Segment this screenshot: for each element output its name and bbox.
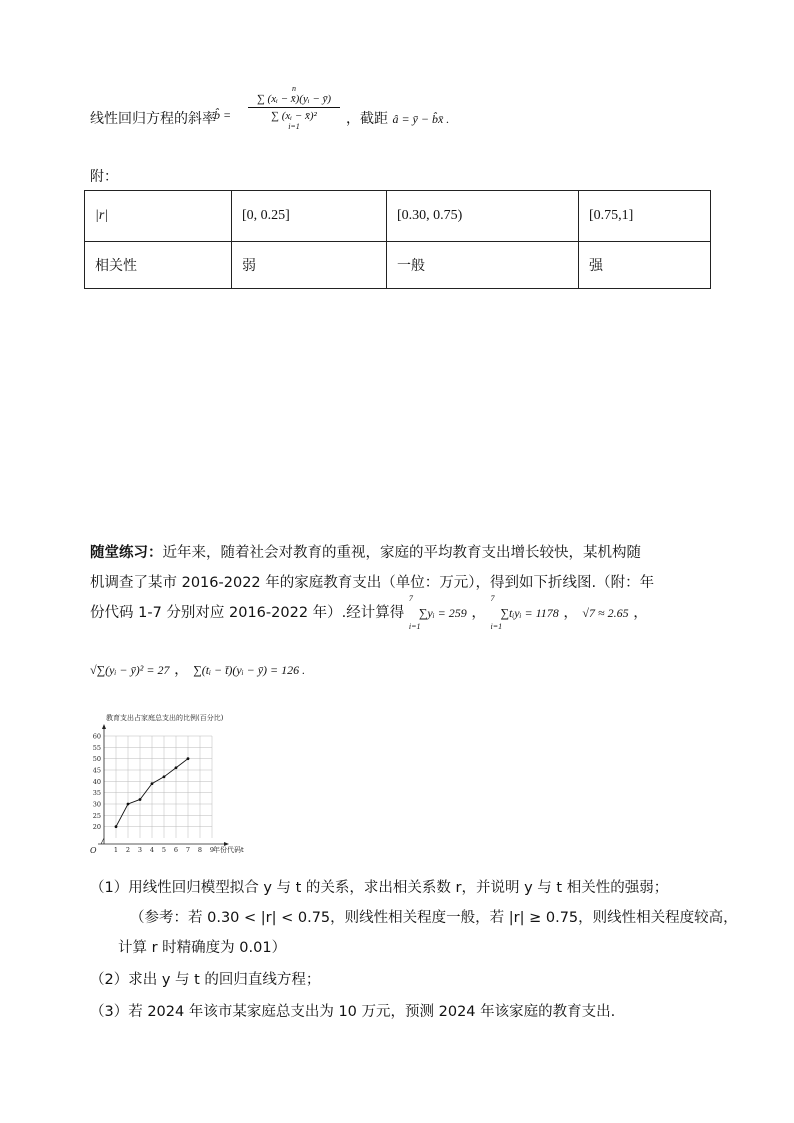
x-tick-label: 9 [209,846,215,854]
separator: ， [633,605,648,621]
y-tick-label: 40 [92,777,101,786]
y-axis-arrow [102,724,106,729]
sum-upper-limit: 7 [408,594,413,603]
table-cell: [0.30, 0.75) [387,191,579,242]
table-cell: 强 [579,242,711,289]
question-2: （2）求出 y 与 t 的回归直线方程； [90,972,321,988]
y-tick-label: 45 [92,766,101,775]
y-tick-label: 50 [92,755,101,764]
question-1: （1）用线性回归模型拟合 y 与 t 的关系，求出相关系数 r，并说明 y 与 t 相关性的强弱； [90,880,669,896]
x-tick-label: 7 [185,846,191,854]
intercept-expression: â = ȳ − b̂x̄ . [392,112,450,126]
practice-text-1: 近年来，随着社会对教育的重视，家庭的平均教育支出增长较快，某机构随 [162,545,641,561]
formula-prefix: 线性回归方程的斜率 [90,111,216,127]
data-point [127,803,130,806]
slope-numerator: ∑ (xᵢ − x̄)(yᵢ − ȳ) [256,93,332,105]
separator: ， [174,662,189,678]
sum-y-expression [408,594,467,631]
practice-line-4 [90,655,710,685]
practice-line-1 [90,538,710,568]
sum-ty-deviation-expression: ∑(tᵢ − t̄)(yᵢ − ȳ) = 126 . [193,663,306,677]
table-cell: [0.75,1] [579,191,711,242]
x-tick-label: 6 [173,846,179,854]
question-1-note-2: 计算 r 时精确度为 0.01） [118,940,287,956]
slope-denominator: ∑ (xᵢ − x̄)² [271,110,317,122]
chart-grid [104,736,212,838]
x-tick-label: 1 [113,846,119,854]
x-tick-label: 8 [197,846,203,854]
practice-text-3: 份代码 1-7 分别对应 2016-2022 年）.经计算得 [90,605,405,621]
slope-formula [90,84,710,148]
practice-line-3 [90,594,710,631]
y-tick-label: 25 [92,811,101,820]
sum-ty-text: ∑tᵢyᵢ = 1178 [500,606,559,620]
data-point [151,782,154,785]
practice-title: 随堂练习： [90,545,163,561]
chart-axes [98,724,229,846]
sum-upper-limit: n [292,84,296,93]
practice-line-2: 机调查了某市 2016-2022 年的家庭教育支出（单位：万元），得到如下折线图.（附：年 [90,575,655,591]
x-tick-label: 3 [137,846,143,854]
data-point [139,798,142,801]
appendix-label: 附： [90,169,118,185]
y-tick-label: 60 [92,732,101,741]
chart-title: 教育支出占家庭总支出的比例(百分比) [106,714,224,722]
sqrt-sum-expression: √∑(yᵢ − ȳ)² = 27 [90,663,170,677]
chart-origin-label: O [90,846,97,855]
table-header-row [85,191,711,242]
table-cell: 一般 [387,242,579,289]
sqrt7-approx: √7 ≈ 2.65 [582,606,629,620]
x-tick-label: 2 [125,846,131,854]
table-cell: [0, 0.25] [232,191,387,242]
data-point [163,775,166,778]
data-point [187,757,190,760]
separator: ， [471,605,486,621]
sum-lower-limit: i=1 [408,622,421,631]
sum-lower-limit: i=1 [288,122,300,131]
table-cell: |r| [85,191,232,242]
intercept-label: ，截距 [346,111,388,127]
sum-ty-expression [490,594,559,631]
sum-upper-limit: 7 [490,594,495,603]
chart-ticks [93,733,214,855]
x-tick-label: 4 [149,846,155,854]
data-point [175,766,178,769]
table-row [85,242,711,289]
correlation-table [84,190,711,289]
y-tick-label: 55 [92,743,101,752]
line-chart [88,710,244,860]
x-tick-label: 5 [161,846,167,854]
question-3: （3）若 2024 年该市某家庭总支出为 10 万元，预测 2024 年该家庭的教育支出. [90,1004,616,1020]
table-cell: 弱 [232,242,387,289]
axis-break [101,838,104,844]
chart-x-label: 年份代码t [213,846,244,854]
slope-fraction [248,84,340,131]
y-tick-label: 20 [92,823,101,832]
question-1-note: （参考：若 0.30 < |r| < 0.75，则线性相关程度一般，若 |r| ≥ 0.75，则线性相关程度较高， [130,910,738,926]
sum-lower-limit: i=1 [490,622,503,631]
data-point [115,825,118,828]
y-tick-label: 30 [92,800,101,809]
y-tick-label: 35 [92,789,101,798]
separator: ， [563,605,578,621]
b-hat-symbol: b̂ = [214,108,232,122]
table-cell: 相关性 [85,242,232,289]
sum-y-text: ∑yᵢ = 259 [418,606,467,620]
intercept-part [346,108,449,128]
